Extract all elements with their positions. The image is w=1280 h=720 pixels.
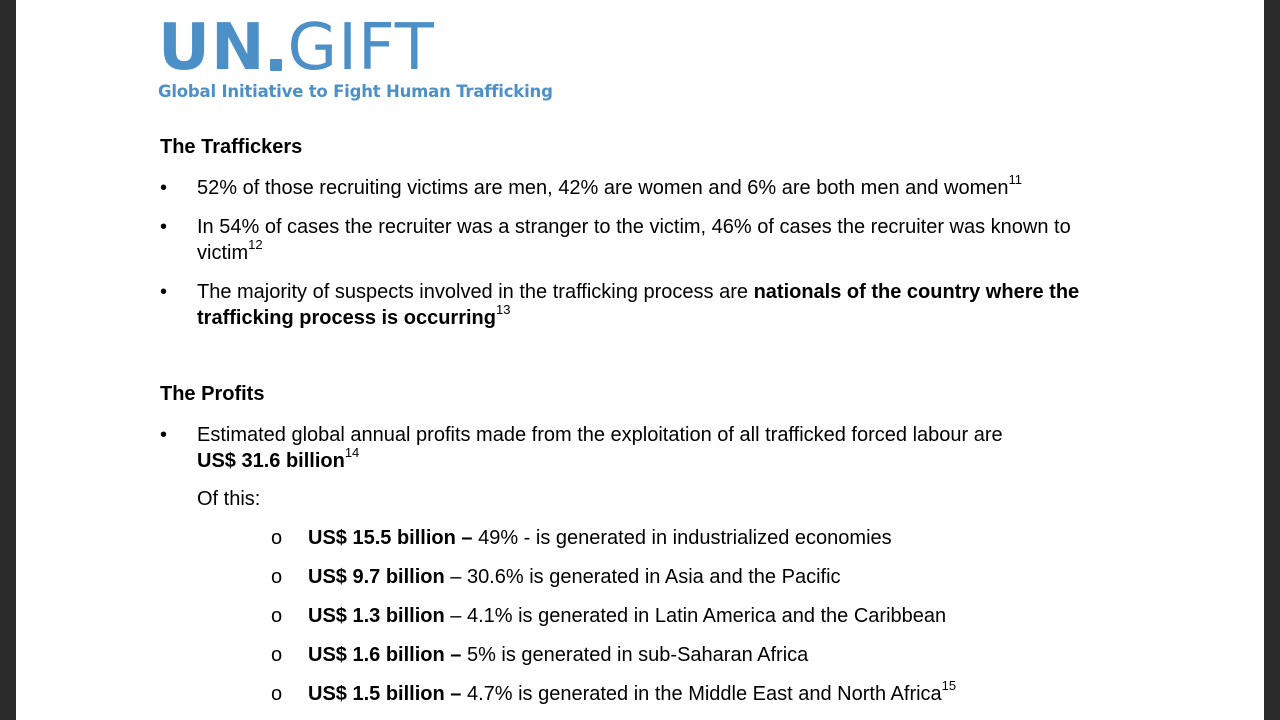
breakdown-desc: – 4.1% is generated in Latin America and the Caribbean [444,605,947,627]
bullet-dot: • [160,281,168,303]
list-item [271,525,1171,551]
logo-subtitle: Global Initiative to Fight Human Trafficking [158,82,553,101]
breakdown-amount: US$ 1.5 billion – [308,683,462,705]
breakdown-amount: US$ 15.5 billion – [308,527,473,549]
list-item [160,172,1120,201]
sub-bullet-mark: o [271,683,283,705]
list-item [271,564,1171,590]
sub-bullet-mark: o [271,527,283,549]
footnote-ref: 11 [1008,172,1023,188]
list-item [271,642,1171,668]
section-heading-traffickers: The Traffickers [160,136,303,158]
logo-wordmark [158,11,553,85]
bullet-dot: • [160,216,168,238]
profits-total: US$ 31.6 billion [197,450,345,472]
sub-bullet-mark: o [271,644,283,666]
item-bold-text: nationals of the country where the trafficking process is occurring [197,281,1080,329]
breakdown-amount: US$ 1.3 billion [308,605,445,627]
document-page [16,0,1264,720]
item-text: 52% of those recruiting victims are men, 42% are women and 6% are both men and women [197,177,1009,199]
list-item [160,279,1120,331]
of-this-label: Of this: [197,488,261,510]
list-item [160,422,1120,474]
footnote-ref: 15 [941,678,957,694]
breakdown-amount: US$ 9.7 billion [308,566,445,588]
logo-dot [270,59,282,71]
footnote-ref: 13 [495,302,511,318]
list-item [160,214,1120,266]
bullet-dot: • [160,424,168,446]
logo-un: UN [158,11,266,85]
logo-gift: GIFT [287,11,435,85]
sub-bullet-mark: o [271,605,283,627]
breakdown-desc: 5% is generated in sub-Saharan Africa [461,644,809,666]
item-text: In 54% of cases the recruiter was a stranger to the victim, 46% of cases the recruiter was known to victim [197,216,1071,264]
item-text: The majority of suspects involved in the trafficking process are [197,281,754,303]
breakdown-desc: 49% - is generated in industrialized economies [472,527,892,549]
bullet-dot: • [160,177,168,199]
footnote-ref: 12 [248,237,263,253]
list-item [271,678,1171,707]
un-gift-logo [158,11,553,101]
sub-bullet-mark: o [271,566,283,588]
breakdown-desc: – 30.6% is generated in Asia and the Pacific [444,566,841,588]
section-heading-profits: The Profits [160,383,265,405]
breakdown-amount: US$ 1.6 billion – [308,644,462,666]
breakdown-desc: 4.7% is generated in the Middle East and North Africa [461,683,942,705]
footnote-ref: 14 [344,445,360,461]
list-item [271,603,1171,629]
profits-intro: Estimated global annual profits made from the exploitation of all trafficked forced labour are [197,424,1003,446]
